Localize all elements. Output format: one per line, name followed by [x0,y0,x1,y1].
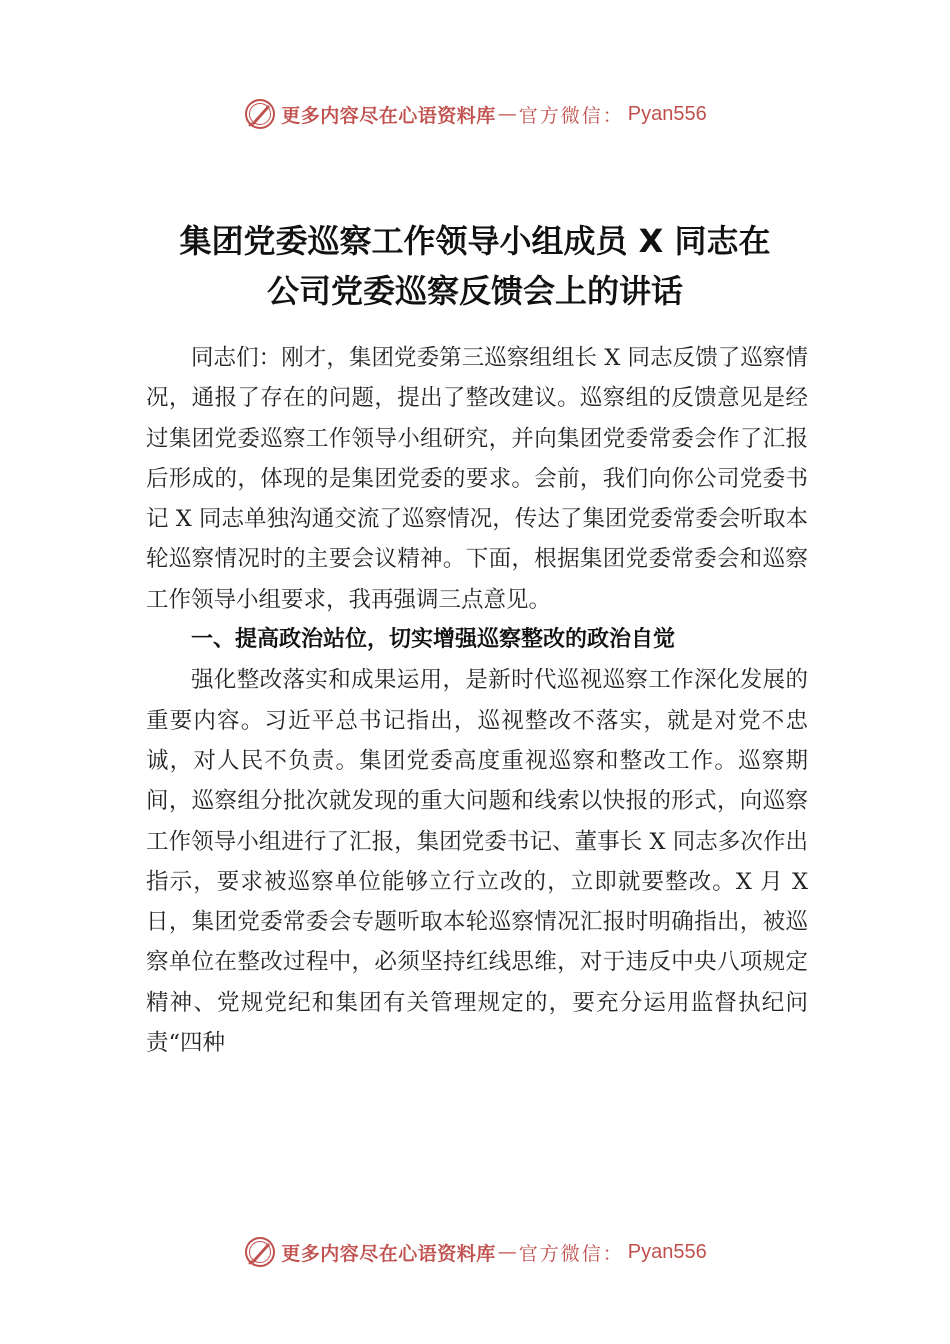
watermark-wechat-label: 官方微信： [518,104,624,127]
watermark-wechat-label: 官方微信： [518,1242,624,1265]
paragraph-opening: 同志们：刚才，集团党委第三巡察组组长 X 同志反馈了巡察情况，通报了存在的问题，提出了整改建议。巡察组的反馈意见是经过集团党委巡察工作领导小组研究，并向集团党委常委会作了汇报后形成的，体现的是集团党委的要求。会前，我们向你公司党委书记 X 同志单独沟通交流了巡察情况，传达了集团党委常委会听取本轮巡察情况时的主要会议精神。下面，根据集团党委常委会和巡察工作领导小组要求，我再强调三点意见。 [146,345,808,613]
document-title [100,216,850,316]
title-line-2: 公司党委巡察反馈会上的讲话 [266,272,683,310]
watermark-text: 更多内容尽在心语资料库 [281,1242,496,1265]
watermark-top [0,94,950,134]
title-line-1: 集团党委巡察工作领导小组成员 X 同志在 [179,222,771,260]
paragraph-section-1: 强化整改落实和成果运用，是新时代巡视巡察工作深化发展的重要内容。习近平总书记指出，巡视整改不落实，就是对党不忠诚，对人民不负责。集团党委高度重视巡察和整改工作。巡察期间，巡察组分批次就发现的重大问题和线索以快报的形式，向巡察工作领导小组进行了汇报，集团党委书记、董事长 X 同志多次作出指示，要求被巡察单位能够立行立改的，立即就要整改。X 月 X 日，集团党委常委会专题听取本轮巡察情况汇报时明确指出，被巡察单位在整改过程中，必须坚持红线思维，对于违反中央八项规定精神、党规党纪和集团有关管理规定的，要充分运用监督执纪问责“四种 [146,667,808,1057]
watermark-text: 更多内容尽在心语资料库 [281,104,496,127]
watermark-dash: — [497,1241,517,1263]
watermark-wechat-id: Pyan556 [627,1240,707,1263]
document-body [146,338,808,1063]
section-heading-1: 一、提高政治站位，切实增强巡察整改的政治自觉 [191,627,676,653]
quill-pen-seal-icon [243,97,277,131]
quill-pen-seal-icon [243,1235,277,1269]
watermark-bottom [0,1232,950,1272]
watermark-dash: — [497,103,517,125]
watermark-wechat-id: Pyan556 [627,102,707,125]
